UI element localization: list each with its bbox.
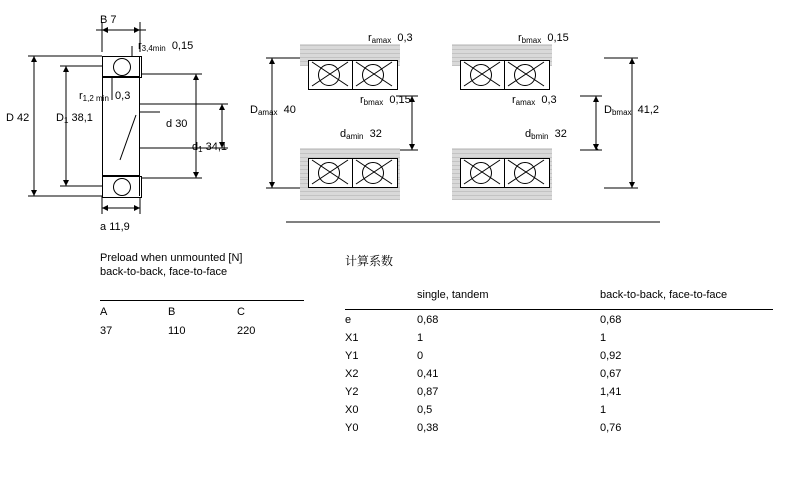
label-d1: $d_1$ 34,1: [192, 141, 228, 154]
factors-row-symbol: e: [345, 314, 352, 326]
table-row: [345, 350, 358, 362]
factors-row-symbol: Y1: [345, 350, 359, 362]
table-row: [345, 332, 358, 344]
factors-row-0-back: 0,68: [600, 314, 622, 326]
factors-row-symbol: Y2: [345, 386, 359, 398]
factors-row-6-back: 0,76: [600, 422, 622, 434]
factors-table-title: 计算系数: [345, 254, 394, 268]
factors-row-symbol: X1: [345, 332, 359, 344]
label-Dbmax: $D_{bmax}$ 41,2: [604, 104, 660, 117]
factors-row-1-single: 1: [417, 332, 424, 344]
preload-value-C: 220: [237, 325, 256, 337]
label-D1: $D_1$ 38,1: [56, 112, 93, 125]
label-rbmax-left: $r_{bmax}$ 0,15: [360, 94, 411, 107]
factors-row-5-back: 1: [600, 404, 607, 416]
label-Damax: $D_{amax}$ 40: [250, 104, 296, 117]
label-d: d 30: [166, 118, 188, 130]
label-r34min: $r_{3,4min}$ 0,15: [138, 40, 194, 53]
factors-row-1-back: 1: [600, 332, 607, 344]
factors-row-3-back: 0,67: [600, 368, 622, 380]
table-row: [345, 386, 358, 398]
factors-row-symbol: X2: [345, 368, 359, 380]
factors-row-symbol: X0: [345, 404, 359, 416]
label-ramax-right: $r_{amax}$ 0,3: [512, 94, 557, 107]
label-D: D 42: [6, 112, 30, 124]
factors-header-single-tandem: single, tandem: [417, 289, 489, 301]
factors-row-0-single: 0,68: [417, 314, 439, 326]
label-dbmin: $d_{bmin}$ 32: [525, 128, 567, 141]
preload-value-A: 37: [100, 325, 113, 337]
preload-table-subtitle: back-to-back, face-to-face: [100, 266, 228, 278]
factors-row-4-back: 1,41: [600, 386, 622, 398]
preload-table-title: Preload when unmounted [N]: [100, 252, 243, 264]
factors-row-2-back: 0,92: [600, 350, 622, 362]
factors-row-3-single: 0,41: [417, 368, 439, 380]
factors-header-back-face: back-to-back, face-to-face: [600, 289, 728, 301]
factors-table: [345, 252, 775, 434]
factors-row-5-single: 0,5: [417, 404, 433, 416]
label-ramax-left: $r_{amax}$ 0,3: [368, 32, 413, 45]
preload-value-B: 110: [168, 325, 186, 337]
table-row: [345, 314, 351, 326]
factors-row-symbol: Y0: [345, 422, 359, 434]
factors-row-2-single: 0: [417, 350, 424, 362]
factors-row-6-single: 0,38: [417, 422, 439, 434]
table-row: [345, 368, 358, 380]
label-B: B 7: [100, 14, 117, 26]
label-damin: $d_{amin}$ 32: [340, 128, 382, 141]
preload-table: [100, 252, 320, 341]
table-row: [345, 404, 358, 416]
factors-row-4-single: 0,87: [417, 386, 439, 398]
label-a: a 11,9: [100, 221, 130, 233]
label-r12min: $r_{1,2 min}$ 0,3: [79, 90, 131, 103]
preload-header-A: A: [100, 306, 108, 318]
preload-header-C: C: [237, 306, 245, 318]
label-rbmax-right: $r_{bmax}$ 0,15: [518, 32, 569, 45]
table-row: [345, 422, 358, 434]
preload-header-B: B: [168, 306, 176, 318]
